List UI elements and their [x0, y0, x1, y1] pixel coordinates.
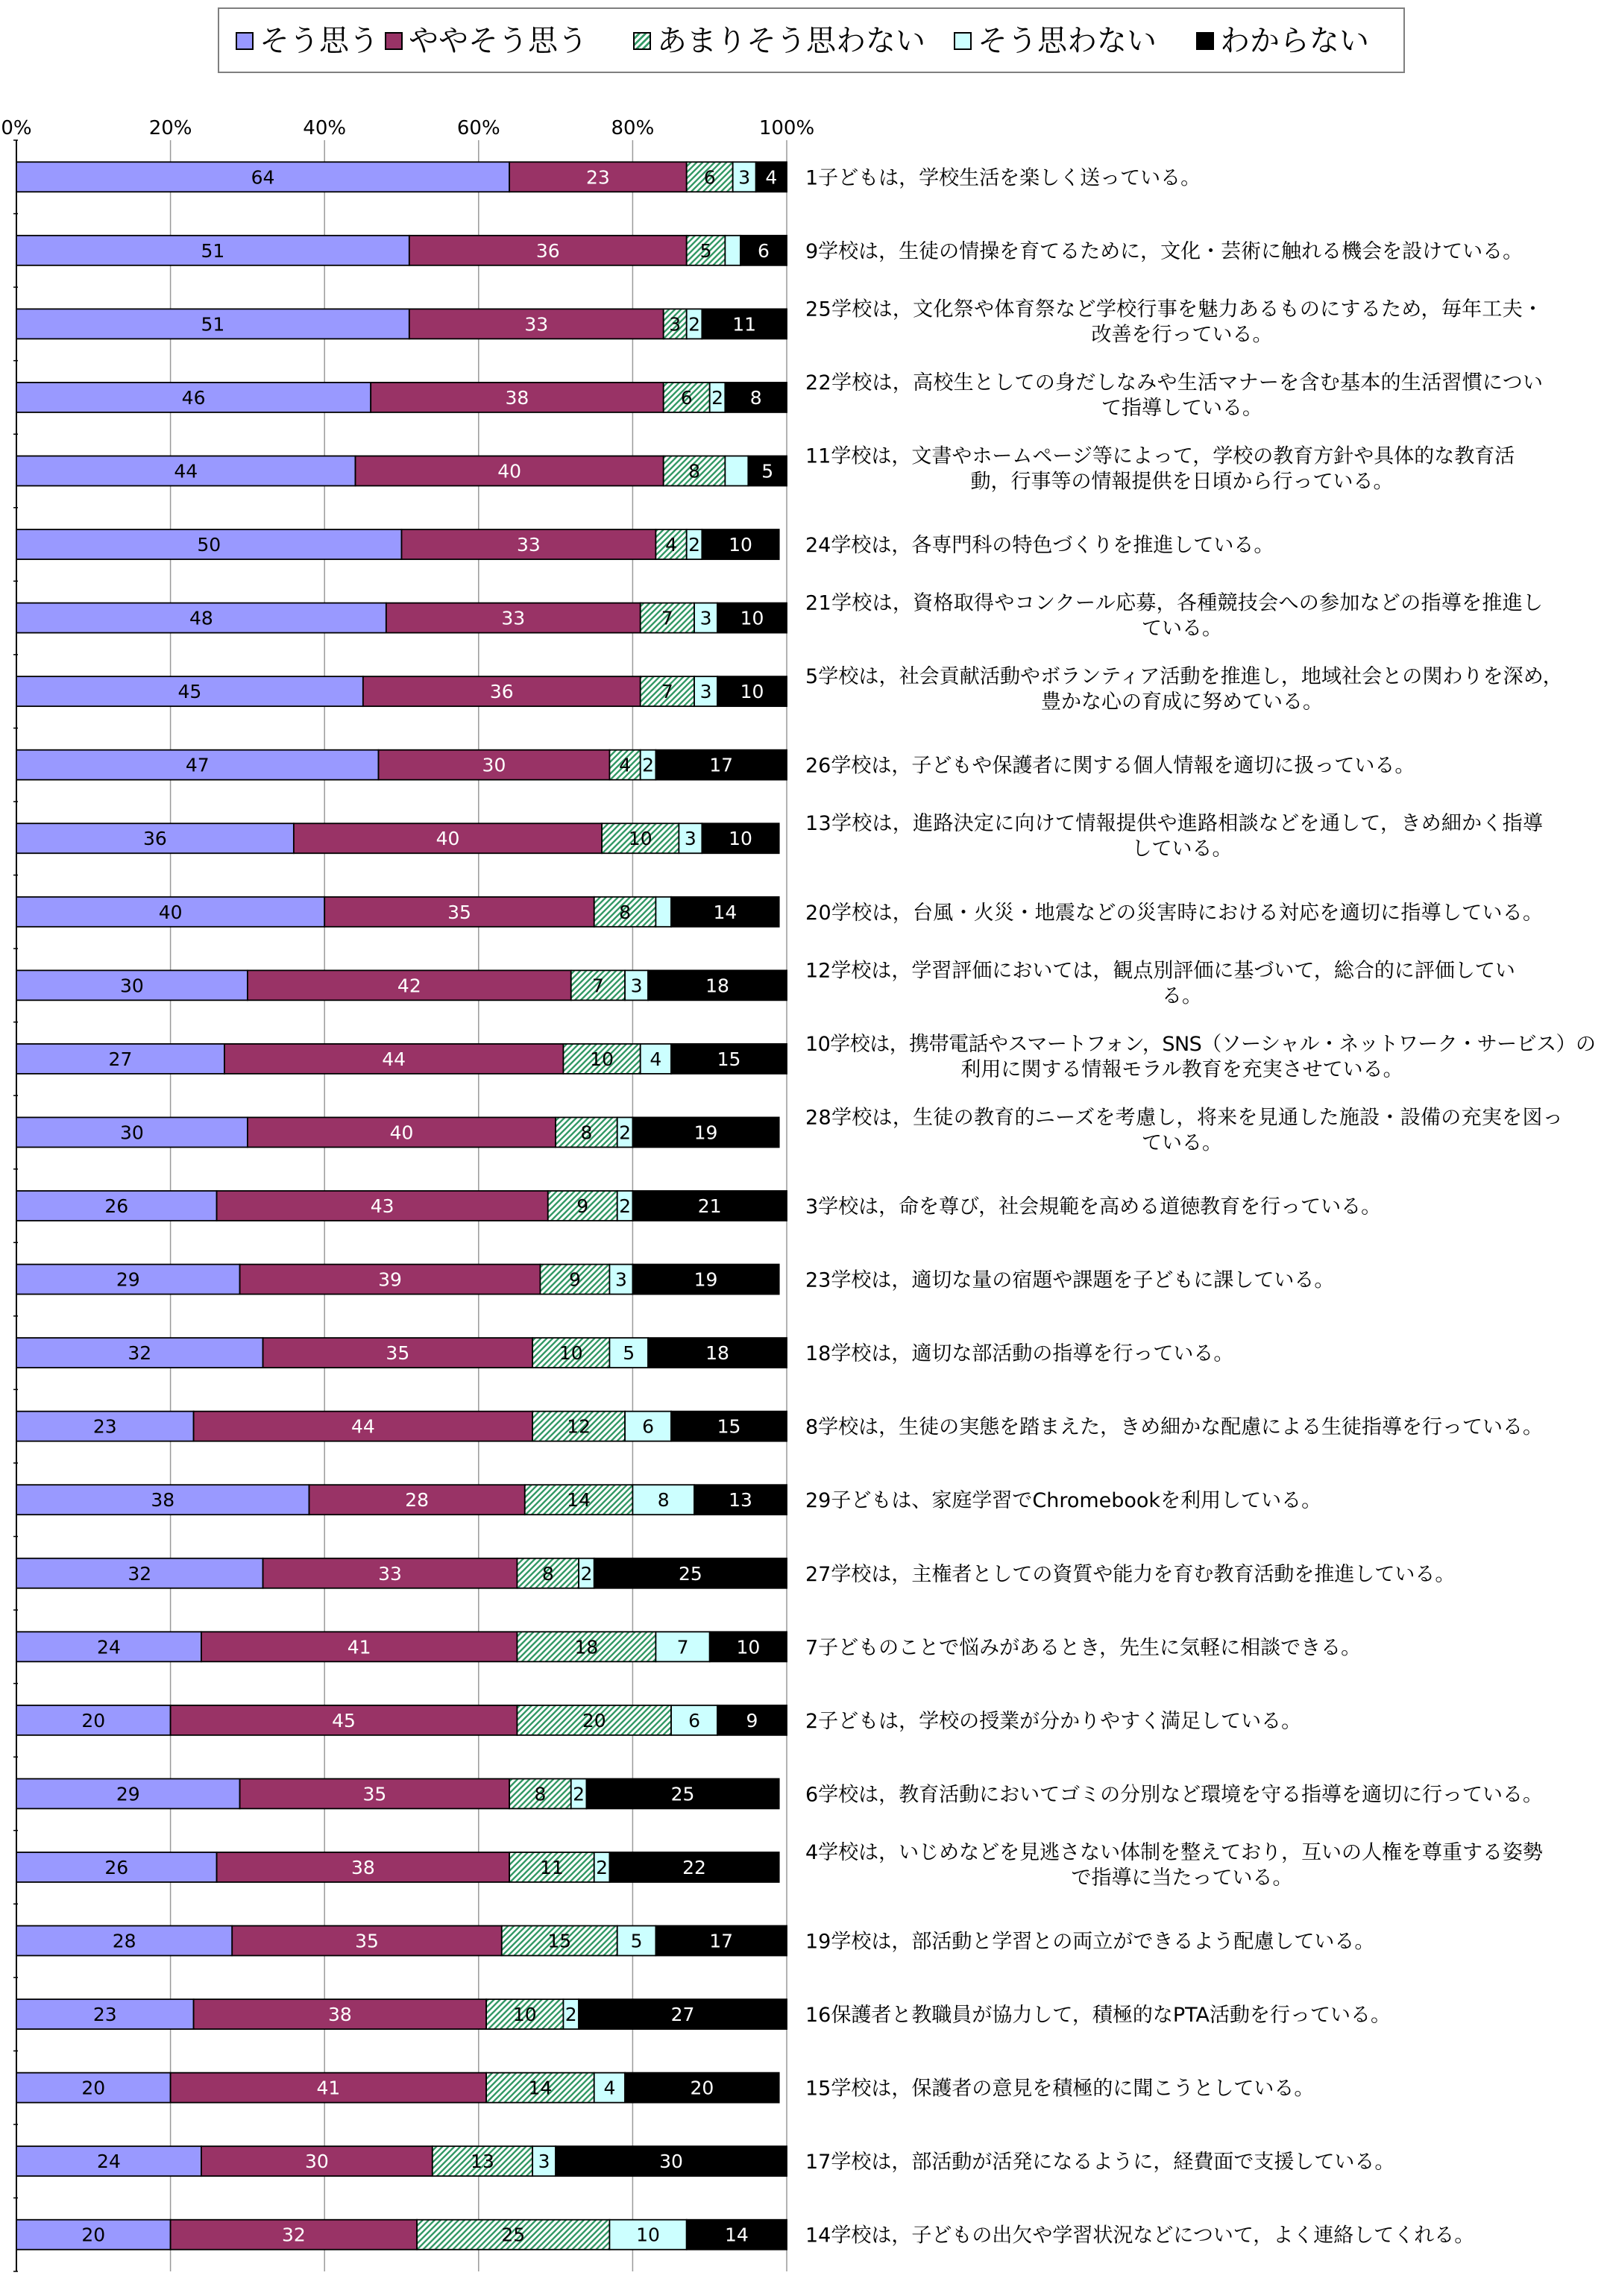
data-label: 9: [568, 1268, 581, 1291]
data-label: 33: [378, 1562, 402, 1585]
data-label: 51: [201, 313, 225, 336]
data-label: 25: [670, 1783, 695, 1805]
data-label: 3: [699, 681, 712, 703]
data-label: 3: [684, 828, 696, 850]
data-label: 15: [547, 1930, 572, 1952]
data-label: 17: [709, 1930, 734, 1952]
data-label: 2: [580, 1562, 593, 1585]
category-label-line: 25学校は，文化祭や体育祭など学校行事を魅力あるものにするため，毎年工夫・: [805, 298, 1544, 321]
data-label: 13: [729, 1489, 752, 1512]
data-label: 3: [738, 166, 751, 189]
category-label-line: 17学校は，部活動が活発になるように，経費面で支援している。: [805, 2151, 1395, 2174]
data-label: 10: [729, 828, 752, 850]
data-label: 26: [104, 1856, 129, 1878]
data-label: 41: [316, 2077, 341, 2099]
category-label-line: 10学校は，携帯電話やスマートフォン，SNS（ソーシャル・ネットワーク・サービス）の: [805, 1032, 1596, 1056]
category-label: [805, 1269, 1334, 1292]
data-label: 36: [535, 239, 560, 262]
category-label: [805, 1710, 1301, 1733]
data-label: 18: [705, 975, 729, 997]
category-label-line: 27学校は，主権者としての資質や能力を育む教育活動を推進している。: [805, 1562, 1456, 1586]
data-label: 8: [749, 386, 762, 409]
data-label: 35: [447, 901, 471, 923]
data-label: 10: [559, 1342, 583, 1365]
data-label: 35: [362, 1783, 387, 1805]
category-label-line: 5学校は，社会貢献活動やボランティア活動を推進し，地域社会との関わりを深め，: [805, 665, 1563, 689]
data-label: 14: [713, 901, 738, 923]
data-label: 29: [116, 1268, 140, 1291]
data-label: 4: [765, 166, 778, 189]
data-label: 14: [567, 1489, 591, 1512]
data-label: 40: [497, 460, 522, 482]
bar-segment-sou-omowanai: [725, 456, 748, 485]
data-label: 36: [143, 828, 167, 850]
category-label-line: 1子どもは，学校生活を楽しく送っている。: [805, 166, 1201, 190]
data-label: 35: [386, 1342, 410, 1365]
data-label: 48: [189, 607, 213, 629]
data-label: 2: [619, 1122, 632, 1144]
legend-label: そう思う: [260, 24, 379, 58]
category-label-line: 2子どもは，学校の授業が分かりやすく満足している。: [805, 1709, 1302, 1733]
data-label: 9: [746, 1709, 758, 1732]
category-label-line: 14学校は，子どもの出欠や学習状況などについて，よく連絡してくれる。: [805, 2224, 1475, 2248]
data-label: 13: [471, 2151, 494, 2173]
data-label: 5: [699, 239, 712, 262]
category-label-line: 22学校は，高校生としての身だしなみや生活マナーを含む基本的生活習慣につい: [805, 371, 1544, 394]
data-label: 8: [541, 1562, 554, 1585]
data-label: 8: [688, 460, 700, 482]
data-label: 23: [92, 1415, 117, 1438]
category-label: [805, 755, 1415, 778]
data-label: 44: [382, 1048, 406, 1070]
data-label: 4: [650, 1048, 662, 1070]
data-label: 4: [619, 754, 632, 776]
data-label: 21: [697, 1195, 722, 1217]
x-tick-label: 0%: [1, 117, 32, 139]
category-label-line: 15学校は，保護者の意見を積極的に聞こうとしている。: [805, 2077, 1315, 2101]
x-tick-label: 20%: [148, 117, 192, 139]
category-label: [805, 2078, 1314, 2101]
data-label: 32: [128, 1342, 152, 1365]
category-label: [805, 444, 1515, 493]
data-label: 27: [670, 2004, 695, 2026]
x-tick-label: 100%: [758, 117, 815, 139]
data-label: 40: [158, 901, 183, 923]
data-label: 3: [614, 1268, 627, 1291]
data-label: 24: [97, 2151, 121, 2173]
category-label-line: 26学校は，子どもや保護者に関する個人情報を適切に扱っている。: [805, 754, 1415, 778]
data-label: 46: [181, 386, 206, 409]
data-label: 26: [104, 1195, 129, 1217]
category-label-line: 7子どものことで悩みがあるとき，先生に気軽に相談できる。: [805, 1636, 1362, 1660]
category-label-line: 21学校は，資格取得やコンクール応募，各種競技会への参加などの指導を推進し: [805, 591, 1544, 615]
category-label-line: 24学校は，各専門科の特色づくりを推進している。: [805, 534, 1274, 558]
data-label: 38: [505, 386, 529, 409]
data-label: 23: [92, 2004, 117, 2026]
data-label: 28: [405, 1489, 430, 1512]
category-label-line: 8学校は，生徒の実態を踏まえた，きめ細かな配慮による生徒指導を行っている。: [805, 1415, 1544, 1439]
data-label: 44: [174, 460, 198, 482]
data-label: 32: [128, 1562, 152, 1585]
data-label: 7: [676, 1636, 689, 1658]
data-label: 14: [724, 2224, 749, 2246]
data-label: 5: [623, 1342, 635, 1365]
category-label: [805, 240, 1523, 263]
data-label: 33: [524, 313, 549, 336]
data-label: 20: [690, 2077, 714, 2099]
data-label: 2: [619, 1195, 632, 1217]
data-label: 3: [669, 313, 682, 336]
category-label-line: している。: [1131, 837, 1233, 861]
legend-label: あまりそう思わない: [657, 24, 925, 58]
category-label: [805, 2004, 1391, 2027]
data-label: 30: [120, 975, 144, 997]
data-label: 2: [642, 754, 655, 776]
data-label: 10: [740, 607, 764, 629]
category-label: [805, 902, 1543, 925]
data-label: 6: [680, 386, 693, 409]
data-label: 8: [619, 901, 632, 923]
data-label: 10: [729, 534, 752, 556]
data-label: 10: [736, 1636, 761, 1658]
data-label: 3: [538, 2151, 550, 2173]
data-label: 24: [97, 1636, 121, 1658]
category-label-line: 28学校は，生徒の教育的ニーズを考慮し，将来を見通した施設・設備の充実を図っ: [805, 1106, 1563, 1130]
data-label: 40: [389, 1122, 414, 1144]
data-label: 29: [116, 1783, 140, 1805]
data-label: 10: [590, 1048, 614, 1070]
data-label: 8: [657, 1489, 670, 1512]
category-label-line: 20学校は，台風・火災・地震などの災害時における対応を適切に指導している。: [805, 901, 1544, 925]
data-label: 30: [120, 1122, 144, 1144]
data-label: 38: [350, 1856, 375, 1878]
data-label: 40: [435, 828, 460, 850]
data-label: 10: [636, 2224, 660, 2246]
data-label: 30: [659, 2151, 683, 2173]
data-label: 19: [694, 1122, 718, 1144]
data-label: 6: [642, 1415, 655, 1438]
bar-segment-sou-omowanai: [725, 236, 740, 265]
data-label: 18: [705, 1342, 729, 1365]
x-tick-label: 60%: [456, 117, 500, 139]
category-label-line: 19学校は，部活動と学習との両立ができるよう配慮している。: [805, 1930, 1375, 1954]
data-label: 11: [732, 313, 757, 336]
data-label: 32: [281, 2224, 306, 2246]
data-label: 11: [540, 1856, 564, 1878]
category-label-line: 16保護者と教職員が協力して，積極的なPTA活動を行っている。: [805, 2004, 1391, 2028]
data-label: 9: [576, 1195, 589, 1217]
data-label: 30: [304, 2151, 329, 2173]
data-label: 2: [565, 2004, 577, 2026]
data-label: 7: [661, 681, 673, 703]
data-label: 10: [512, 2004, 537, 2026]
data-label: 6: [703, 166, 716, 189]
category-label: [805, 959, 1515, 1007]
data-label: 3: [699, 607, 712, 629]
data-label: 28: [112, 1930, 136, 1952]
data-label: 10: [628, 828, 652, 850]
data-label: 25: [678, 1562, 702, 1585]
data-label: 3: [630, 975, 643, 997]
category-label-line: で指導に当たっている。: [1071, 1866, 1293, 1890]
data-label: 30: [482, 754, 506, 776]
category-label: [805, 1636, 1361, 1659]
category-label-line: 利用に関する情報モラル教育を充実させている。: [960, 1057, 1403, 1081]
data-label: 7: [591, 975, 604, 997]
category-label: [805, 371, 1543, 420]
category-label-line: ている。: [1142, 617, 1222, 641]
data-label: 33: [501, 607, 526, 629]
category-label-line: 改善を行っている。: [1091, 323, 1273, 347]
category-label-line: 13学校は，進路決定に向けて情報提供や進路相談などを通して，きめ細かく指導: [805, 812, 1544, 836]
category-label-line: 18学校は，適切な部活動の指導を行っている。: [805, 1342, 1234, 1366]
category-label-line: 動，行事等の情報提供を日頃から行っている。: [970, 470, 1394, 494]
category-label: [805, 1195, 1381, 1218]
data-label: 2: [688, 313, 700, 336]
category-label-line: 9学校は，生徒の情操を育てるために，文化・芸術に触れる機会を設けている。: [805, 239, 1523, 263]
data-label: 7: [661, 607, 673, 629]
data-label: 20: [81, 1709, 106, 1732]
category-label-line: 6学校は，教育活動においてゴミの分別など環境を守る指導を適切に行っている。: [805, 1783, 1544, 1807]
data-label: 2: [711, 386, 723, 409]
x-tick-label: 40%: [303, 117, 347, 139]
legend-label: そう思わない: [978, 24, 1157, 58]
category-label: [805, 2224, 1474, 2248]
category-label: [805, 1783, 1543, 1806]
category-label: [805, 592, 1543, 641]
data-label: 27: [108, 1048, 133, 1070]
category-label: [805, 812, 1543, 861]
data-label: 2: [596, 1856, 608, 1878]
data-label: 15: [717, 1048, 741, 1070]
data-label: 8: [534, 1783, 547, 1805]
category-label-line: 3学校は，命を尊び，社会規範を高める道徳教育を行っている。: [805, 1195, 1382, 1218]
data-label: 45: [177, 681, 202, 703]
data-label: 18: [574, 1636, 599, 1658]
data-label: 6: [758, 239, 770, 262]
category-label: [805, 534, 1274, 557]
category-label: [805, 1931, 1374, 1954]
data-label: 12: [567, 1415, 591, 1438]
data-label: 25: [501, 2224, 526, 2246]
category-label-line: ている。: [1142, 1131, 1222, 1155]
data-label: 5: [761, 460, 774, 482]
data-label: 38: [327, 2004, 352, 2026]
category-label-line: 29子どもは、家庭学習でChromebookを利用している。: [805, 1489, 1322, 1513]
data-label: 22: [682, 1856, 706, 1878]
category-label: [805, 1489, 1321, 1512]
data-label: 47: [185, 754, 210, 776]
data-label: 43: [370, 1195, 394, 1217]
data-label: 36: [489, 681, 514, 703]
data-label: 38: [151, 1489, 175, 1512]
data-label: 8: [580, 1122, 593, 1144]
data-label: 20: [81, 2224, 106, 2246]
category-label-line: 23学校は，適切な量の宿題や課題を子どもに課している。: [805, 1268, 1335, 1292]
data-label: 33: [517, 534, 541, 556]
x-tick-label: 80%: [611, 117, 655, 139]
data-label: 20: [582, 1709, 606, 1732]
category-label: [805, 665, 1563, 714]
category-label: [805, 1416, 1543, 1439]
data-label: 39: [378, 1268, 402, 1291]
data-label: 51: [201, 239, 225, 262]
data-label: 4: [603, 2077, 616, 2099]
data-label: 42: [397, 975, 421, 997]
legend-label: ややそう思う: [409, 24, 588, 58]
category-label-line: る。: [1162, 984, 1202, 1008]
data-label: 19: [694, 1268, 718, 1291]
data-label: 4: [665, 534, 678, 556]
data-label: 10: [740, 681, 764, 703]
data-label: 44: [350, 1415, 375, 1438]
data-label: 35: [355, 1930, 379, 1952]
category-label: [805, 1106, 1563, 1154]
category-label: [805, 2151, 1394, 2174]
data-label: 20: [81, 2077, 106, 2099]
data-label: 64: [251, 166, 275, 189]
category-label-line: て指導している。: [1101, 396, 1262, 420]
category-label: [805, 1033, 1596, 1081]
category-label: [805, 1342, 1233, 1365]
category-label: [805, 1563, 1455, 1586]
data-label: 50: [197, 534, 221, 556]
bar-segment-sou-omowanai: [655, 897, 671, 927]
category-label: [805, 298, 1543, 346]
legend-label: わからない: [1220, 24, 1369, 58]
data-label: 45: [332, 1709, 356, 1732]
data-label: 23: [586, 166, 610, 189]
category-label-line: 豊かな心の育成に努めている。: [1041, 691, 1323, 714]
data-label: 41: [347, 1636, 371, 1658]
data-label: 5: [630, 1930, 643, 1952]
data-label: 14: [528, 2077, 553, 2099]
category-label-line: 12学校は，学習評価においては，観点別評価に基づいて，総合的に評価してい: [805, 959, 1515, 983]
data-label: 17: [709, 754, 734, 776]
category-label-line: 4学校は，いじめなどを見逃さない体制を整えており，互いの人権を尊重する姿勢: [805, 1840, 1544, 1864]
data-label: 2: [688, 534, 700, 556]
category-label: [805, 166, 1201, 189]
category-label-line: 11学校は，文書やホームページ等によって，学校の教育方針や具体的な教育活: [805, 444, 1515, 468]
data-label: 15: [717, 1415, 741, 1438]
category-label: [805, 1841, 1543, 1890]
data-label: 2: [573, 1783, 585, 1805]
data-label: 6: [688, 1709, 700, 1732]
